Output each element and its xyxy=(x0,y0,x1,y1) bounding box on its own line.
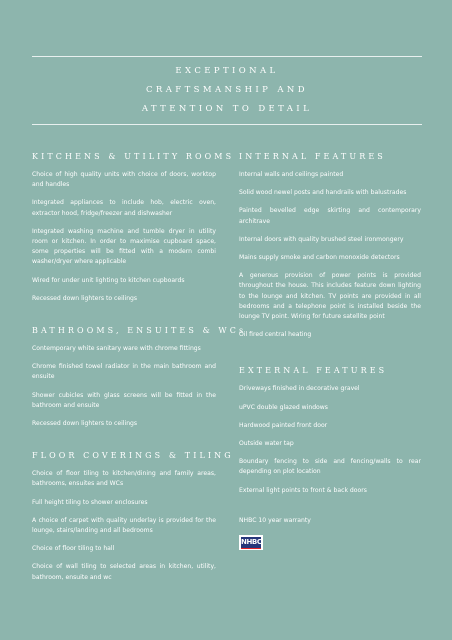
floor-item: Full height tiling to shower enclosures xyxy=(32,498,148,506)
kitchens-item: Recessed down lighters to ceilings xyxy=(32,294,138,302)
kitchens-item: Integrated washing machine and tumble dryer in utility room or kitchen. In order to maximise cupboard space, some properties will be fitted with a modern combi washer/dryer where applicable xyxy=(32,227,216,266)
internal-item: Solid wood newel posts and handrails with balustrades xyxy=(239,189,407,197)
external-item: External light points to front & back doors xyxy=(239,486,367,494)
bathrooms-title: BATHROOMS, ENSUITES & WCs xyxy=(32,326,247,336)
internal-item: Painted bevelled edge skirting and contemporary architrave xyxy=(239,207,421,225)
internal-item: Internal walls and ceilings painted xyxy=(239,171,344,178)
kitchens-item: Wired for under unit lighting to kitchen cupboards xyxy=(32,276,185,284)
external-item: Driveways finished in decorative gravel xyxy=(239,385,360,393)
warranty-text: NHBC 10 year warranty xyxy=(239,516,311,524)
nhbc-logo-accent xyxy=(241,548,261,549)
kitchens-section xyxy=(32,152,235,304)
floor-title: FLOOR COVERINGS & TILING xyxy=(32,451,234,461)
floor-section xyxy=(32,451,234,583)
internal-item: Oil fired central heating xyxy=(239,331,312,339)
kitchens-title: KITCHENS & UTILITY ROOMS xyxy=(32,152,235,161)
floor-item: Choice of floor tiling to hall xyxy=(32,545,115,553)
internal-item: A generous provision of power points is provided throughout the house. This includes feature down lighting to the lounge and kitchen. TV points are provided in all bedrooms and a telephone point is installed beside the lounge TV point. Wiring for future satellite point xyxy=(239,272,421,321)
floor-item: A choice of carpet with quality underlay is provided for the lounge, stairs/landing and all bedrooms xyxy=(32,516,216,535)
bathrooms-item: Contemporary white sanitary ware with chrome fittings xyxy=(32,345,201,353)
floor-item: Choice of floor tiling to kitchen/dining and family areas, bathrooms, ensuites and WCs xyxy=(32,470,216,488)
bathrooms-item: Shower cubicles with glass screens will be fitted in the bathroom and ensuite xyxy=(32,391,216,409)
header-line-3: ATTENTION TO DETAIL xyxy=(141,104,313,114)
external-section xyxy=(239,366,421,495)
bathrooms-item: Recessed down lighters to ceilings xyxy=(32,420,138,428)
kitchens-item: Choice of high quality units with choice of doors, worktop and handles xyxy=(32,171,216,189)
left-column xyxy=(32,152,247,591)
internal-section xyxy=(239,152,421,340)
external-item: Outside water tap xyxy=(239,440,294,448)
external-item: Boundary fencing to side and fencing/walls to rear depending on plot location xyxy=(239,458,421,476)
header-bottom-rule xyxy=(32,124,422,125)
warranty-section xyxy=(239,516,421,550)
bathrooms-section xyxy=(32,326,247,429)
header-top-rule xyxy=(32,56,422,57)
header-line-1: EXCEPTIONAL xyxy=(175,66,279,76)
external-title: EXTERNAL FEATURES xyxy=(239,366,388,376)
bathrooms-item: Chrome finished towel radiator in the main bathroom and ensuite xyxy=(32,363,216,381)
kitchens-item: Integrated appliances to include hob, electric oven, extractor hood, fridge/freezer and dishwasher xyxy=(32,199,216,217)
nhbc-logo-text: NHBC xyxy=(241,538,262,547)
external-item: uPVC double glazed windows xyxy=(239,403,328,411)
header-line-2: CRAFTSMANSHIP AND xyxy=(146,85,308,95)
internal-item: Mains supply smoke and carbon monoxide detectors xyxy=(239,254,400,262)
external-item: Hardwood painted front door xyxy=(239,421,328,429)
right-column xyxy=(239,152,421,550)
nhbc-logo xyxy=(239,535,263,550)
internal-title: INTERNAL FEATURES xyxy=(239,152,386,161)
internal-item: Internal doors with quality brushed steel ironmongery xyxy=(239,235,404,243)
floor-item: Choice of wall tiling to selected areas in kitchen, utility, bathroom, ensuite and wc xyxy=(32,563,216,581)
